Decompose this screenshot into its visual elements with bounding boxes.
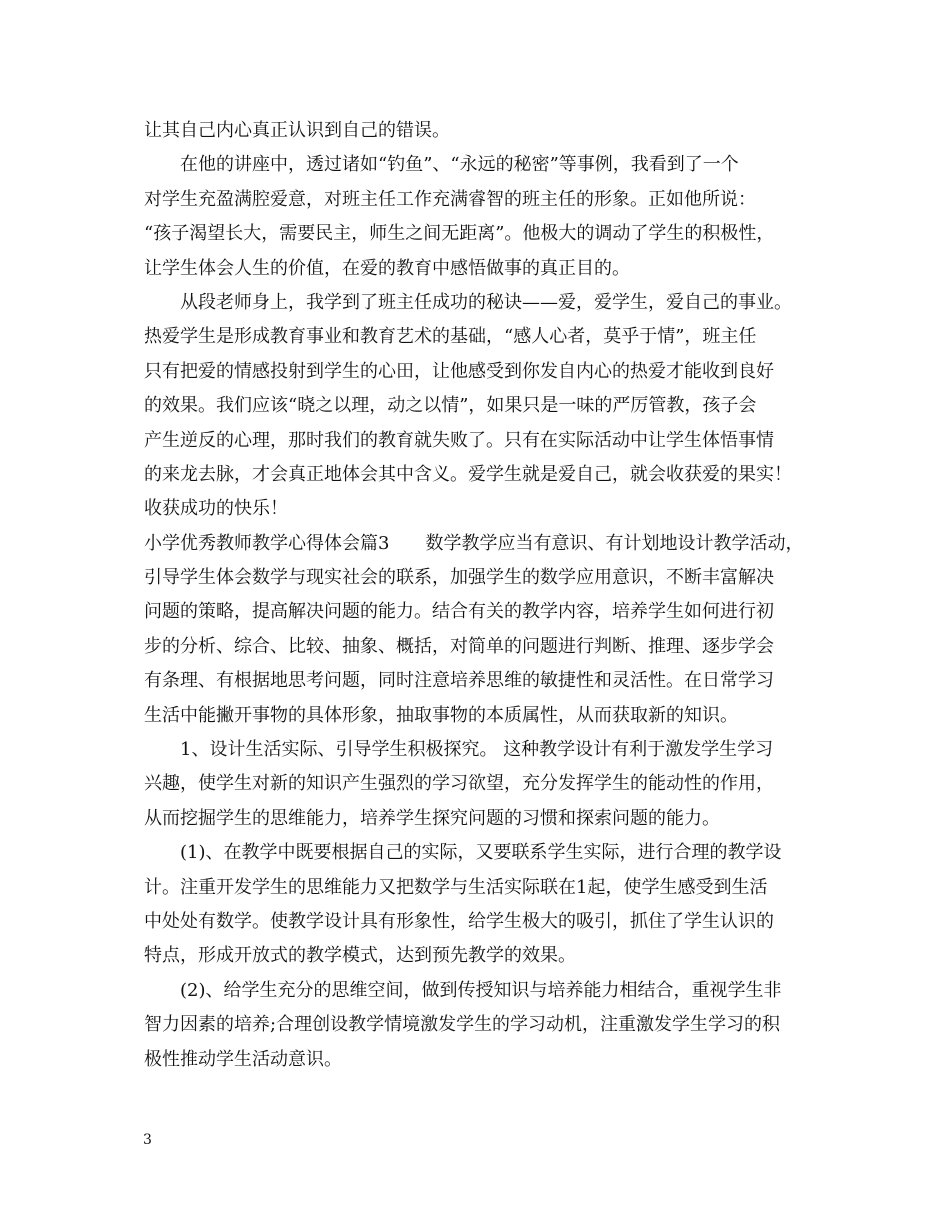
text-line: 生活中能撇开事物的具体形象，抽取事物的本质属性，从而获取新的知识。	[144, 704, 738, 726]
body-text	[144, 114, 820, 1077]
text-line: 步的分析、综合、比较、抽象、概括，对简单的问题进行判断、推理、逐步学会	[144, 635, 774, 657]
text-line: 热爱学生是形成教育事业和教育艺术的基础，“感人心者，莫乎于情”，班主任	[144, 326, 757, 348]
text-line: 收获成功的快乐！	[144, 498, 288, 520]
text-line: 智力因素的培养;合理创设教学情境激发学生的学习动机，注重激发学生学习的积	[144, 1014, 781, 1036]
text-line: “孩子渴望长大，需要民主，师生之间无距离”。他极大的调动了学生的积极性，	[144, 223, 775, 245]
text-line: (2)、给学生充分的思维空间，做到传授知识与培养能力相结合，重视学生非	[144, 979, 782, 1001]
text-line: 的来龙去脉，才会真正地体会其中含义。爱学生就是爱自己，就会收获爱的果实！	[144, 463, 792, 485]
text-line: 问题的策略，提高解决问题的能力。结合有关的教学内容，培养学生如何进行初	[144, 601, 774, 623]
text-line: 计。注重开发学生的思维能力又把数学与生活实际联在1起，使学生感受到生活	[144, 876, 768, 898]
text-line: 引导学生体会数学与现实社会的联系，加强学生的数学应用意识，不断丰富解决	[144, 567, 774, 589]
text-line: 产生逆反的心理，那时我们的教育就失败了。只有在实际活动中让学生体悟事情	[144, 429, 774, 451]
text-line: 特点，形成开放式的教学模式，达到预先教学的效果。	[144, 945, 576, 967]
text-line: 让学生体会人生的价值，在爱的教育中感悟做事的真正目的。	[144, 257, 630, 279]
text-line: 在他的讲座中，透过诸如“钓鱼”、“永远的秘密”等事例，我看到了一个	[144, 154, 739, 176]
section-heading-line: 小学优秀教师教学心得体会篇3 数学教学应当有意识、有计划地设计教学活动，	[144, 532, 804, 554]
text-line: 的效果。我们应该“晓之以理，动之以情”，如果只是一味的严厉管教，孩子会	[144, 395, 757, 417]
page-number: 3	[143, 1132, 152, 1148]
text-line: 只有把爱的情感投射到学生的心田，让他感受到你发自内心的热爱才能收到良好	[144, 360, 774, 382]
text-line: 有条理、有根据地思考问题，同时注意培养思维的敏捷性和灵活性。在日常学习	[144, 670, 774, 692]
text-line: 从段老师身上，我学到了班主任成功的秘诀——爱，爱学生，爱自己的事业。	[144, 291, 792, 313]
text-line: (1)、在教学中既要根据自己的实际，又要联系学生实际，进行合理的教学设	[144, 842, 782, 864]
text-line: 让其自己内心真正认识到自己的错误。	[144, 120, 450, 141]
text-line: 从而挖掘学生的思维能力，培养学生探究问题的习惯和探索问题的能力。	[144, 807, 720, 829]
text-line: 极性推动学生活动意识。	[144, 1048, 342, 1070]
text-line: 对学生充盈满腔爱意，对班主任工作充满睿智的班主任的形象。正如他所说：	[144, 188, 756, 210]
text-line: 中处处有数学。使教学设计具有形象性，给学生极大的吸引，抓住了学生认识的	[144, 910, 774, 932]
text-line: 兴趣，使学生对新的知识产生强烈的学习欲望，充分发挥学生的能动性的作用，	[144, 773, 774, 795]
text-line: 1、设计生活实际、引导学生积极探究。 这种教学设计有利于激发学生学习	[144, 739, 774, 761]
